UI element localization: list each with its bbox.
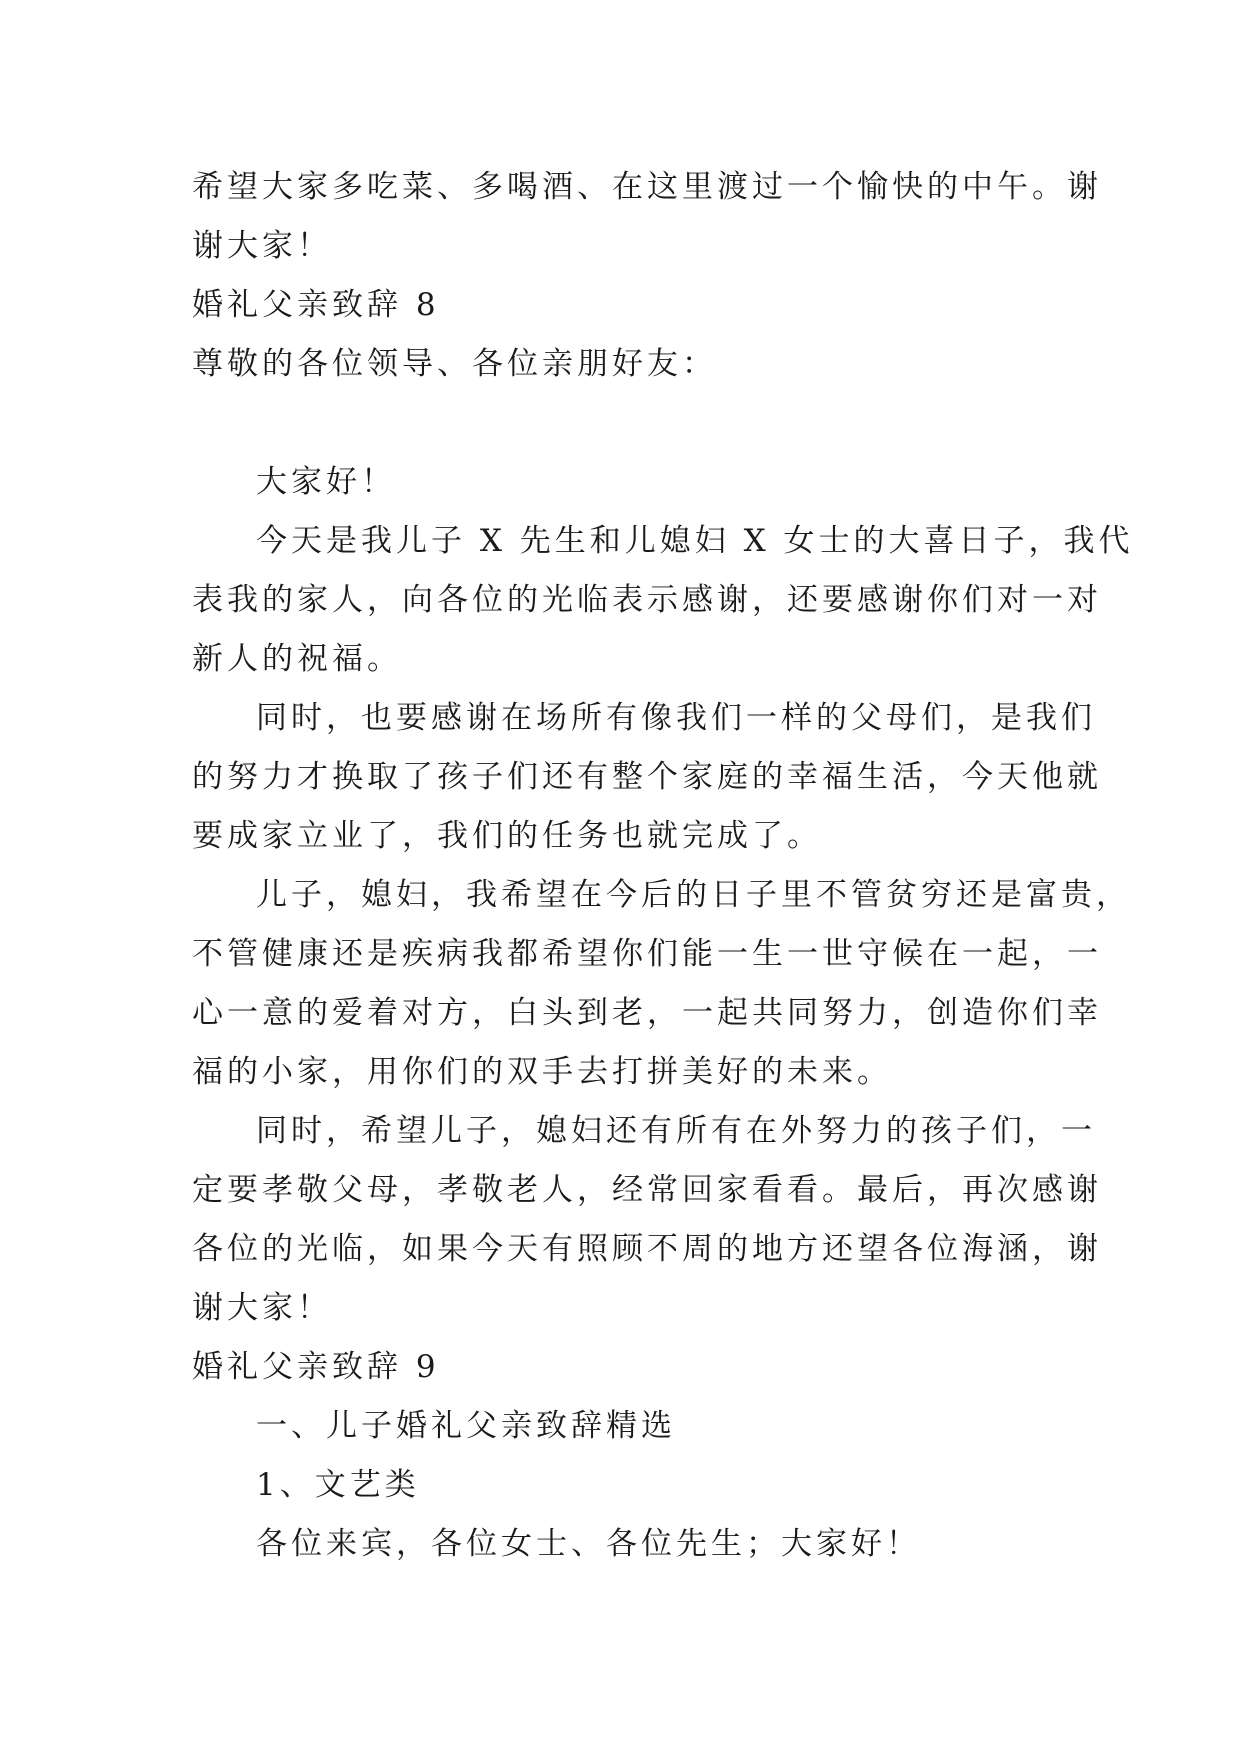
text-line: 今天是我儿子 X 先生和儿媳妇 X 女士的大喜日子，我代: [256, 523, 1134, 559]
text-line: 谢大家！: [192, 228, 332, 264]
text-line: 各位来宾，各位女士、各位先生；大家好！: [256, 1526, 921, 1562]
text-line: 要成家立业了，我们的任务也就完成了。: [192, 818, 822, 854]
text-line: 定要孝敬父母，孝敬老人，经常回家看看。最后，再次感谢: [192, 1172, 1102, 1208]
section-title: 一、儿子婚礼父亲致辞精选: [256, 1408, 676, 1444]
subsection-title: 1、文艺类: [256, 1467, 420, 1503]
text-line: 希望大家多吃菜、多喝酒、在这里渡过一个愉快的中午。谢: [192, 169, 1102, 205]
text-line: 福的小家，用你们的双手去打拼美好的未来。: [192, 1054, 892, 1090]
text-line: 各位的光临，如果今天有照顾不周的地方还望各位海涵，谢: [192, 1231, 1102, 1267]
blank-line: [192, 394, 1050, 453]
text-line: 心一意的爱着对方，白头到老，一起共同努力，创造你们幸: [192, 995, 1102, 1031]
salutation: 尊敬的各位领导、各位亲朋好友：: [192, 346, 717, 382]
section-heading-8: 婚礼父亲致辞 8: [192, 287, 440, 323]
text-line: 不管健康还是疾病我都希望你们能一生一世守候在一起，一: [192, 936, 1102, 972]
text-line: 表我的家人，向各位的光临表示感谢，还要感谢你们对一对: [192, 582, 1102, 618]
text-line: 儿子，媳妇，我希望在今后的日子里不管贫穷还是富贵，: [256, 877, 1131, 913]
text-line: 同时，希望儿子，媳妇还有所有在外努力的孩子们，一: [256, 1113, 1096, 1149]
text-line: 新人的祝福。: [192, 641, 402, 677]
greeting: 大家好！: [256, 464, 396, 500]
text-line: 同时，也要感谢在场所有像我们一样的父母们，是我们: [256, 700, 1096, 736]
document-body: [192, 158, 1134, 1574]
text-line: 谢大家！: [192, 1290, 332, 1326]
section-heading-9: 婚礼父亲致辞 9: [192, 1349, 440, 1385]
text-line: 的努力才换取了孩子们还有整个家庭的幸福生活，今天他就: [192, 759, 1102, 795]
